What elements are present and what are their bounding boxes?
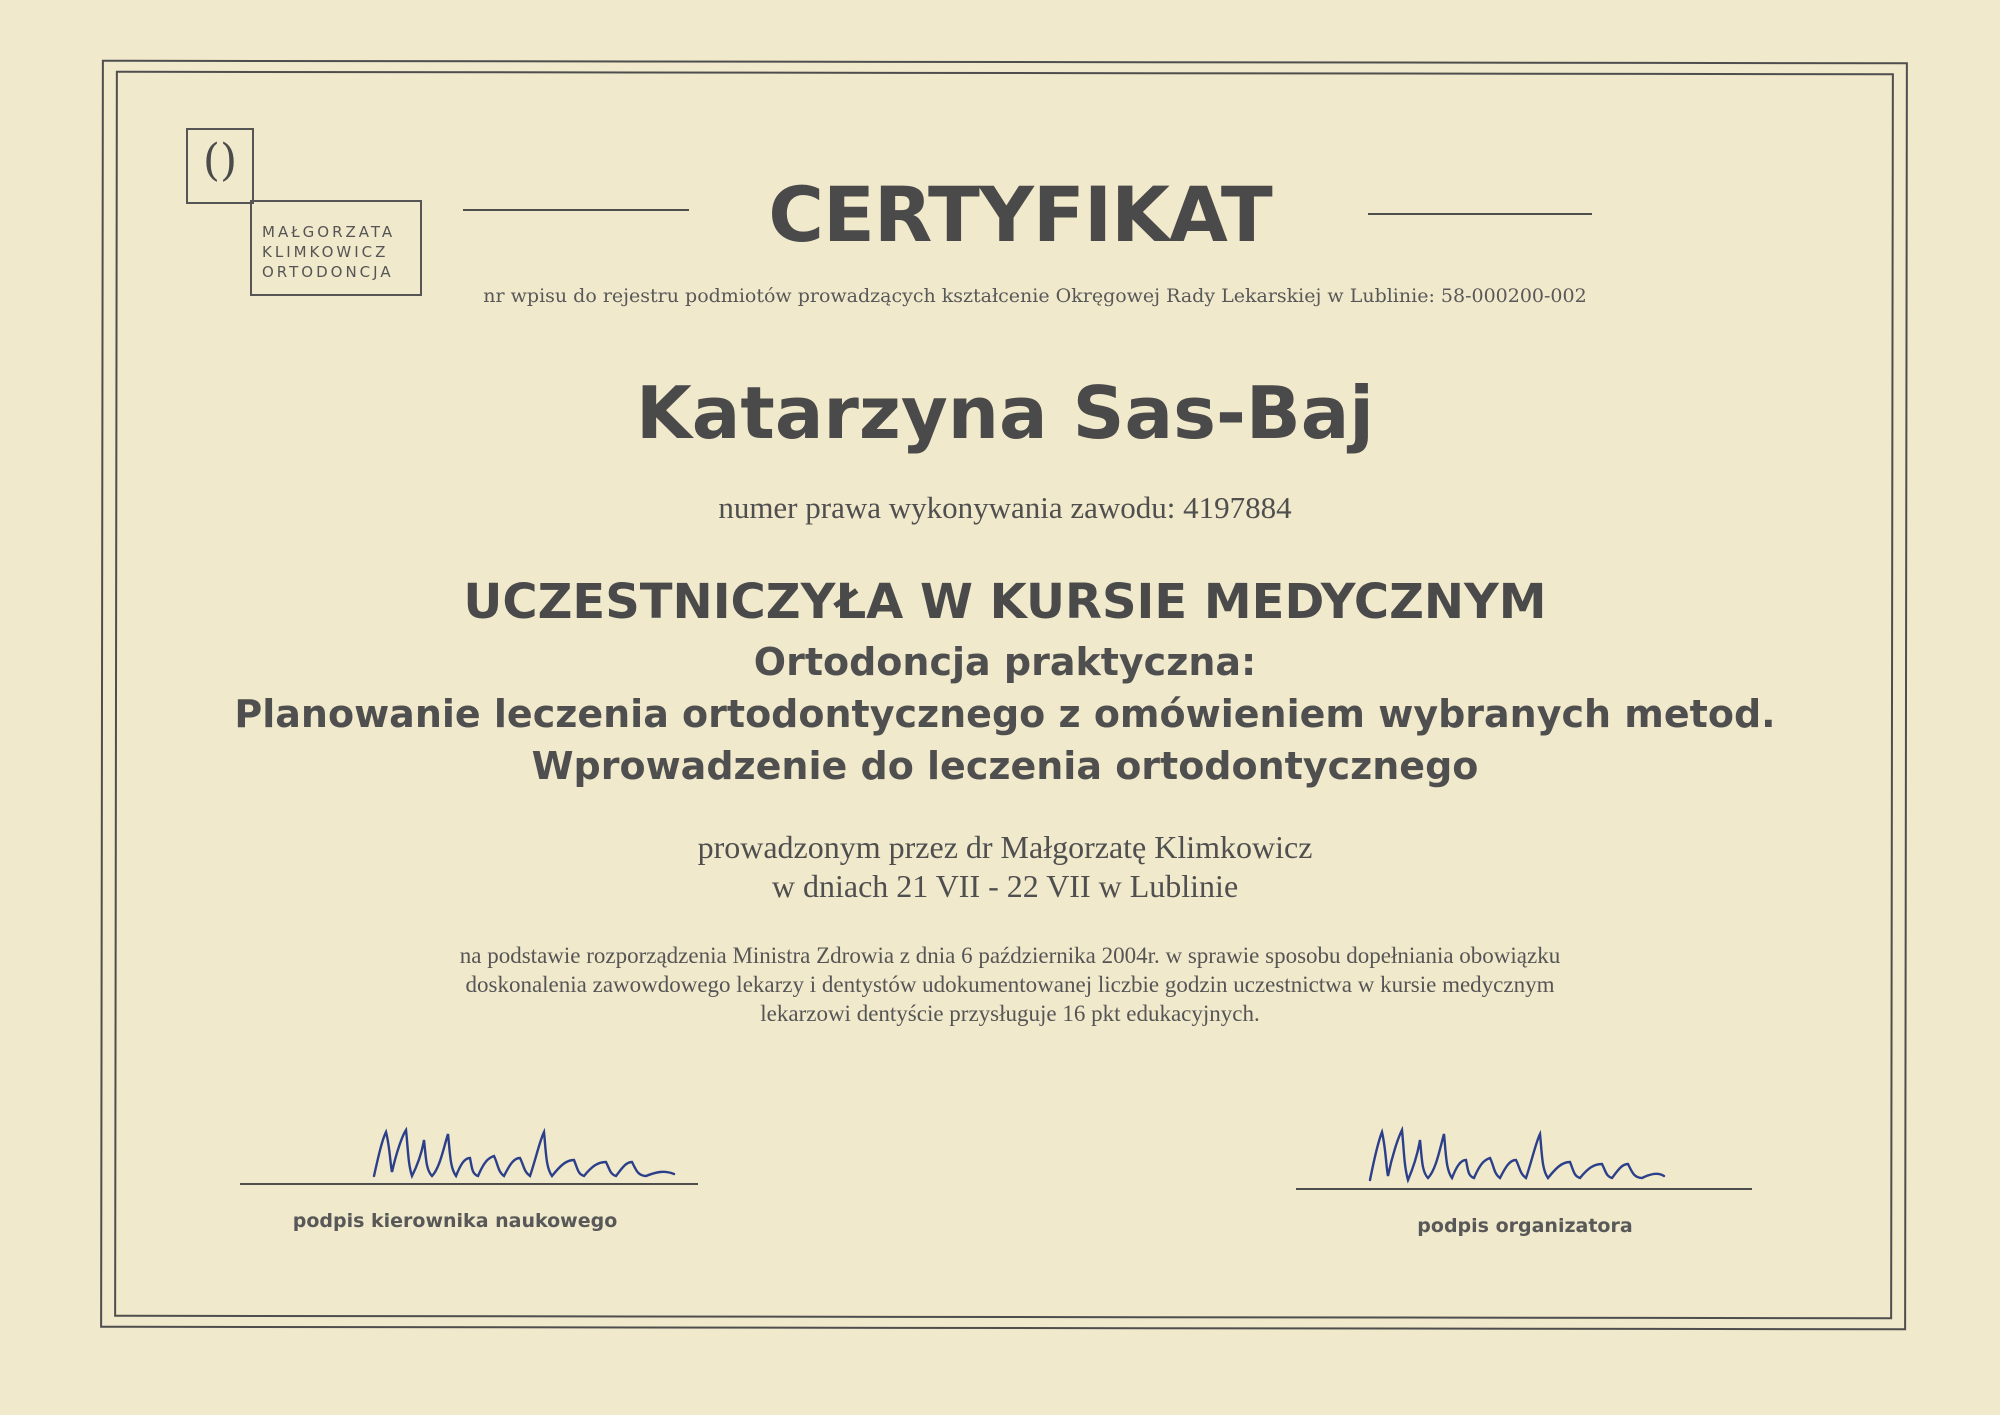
course-line-3: Wprowadzenie do leczenia ortodontycznego bbox=[531, 744, 1479, 788]
signature-line-left bbox=[240, 1183, 698, 1185]
logo-line-1: MAŁGORZATA bbox=[262, 223, 396, 241]
signature-line-right bbox=[1296, 1188, 1752, 1190]
logo-line-3: ORTODONCJA bbox=[262, 263, 394, 281]
signature-label-left: podpis kierownika naukowego bbox=[292, 1210, 618, 1232]
course-line-1: Ortodoncja praktyczna: bbox=[753, 640, 1257, 684]
signature-left bbox=[360, 1118, 680, 1190]
recipient-name: Katarzyna Sas-Baj bbox=[636, 371, 1374, 455]
legal-line-1: na podstawie rozporządzenia Ministra Zdrowia z dnia 6 października 2004r. w sprawie sposobu dopełniania obowiązku bbox=[459, 943, 1561, 968]
logo-mark: () bbox=[202, 135, 238, 186]
logo-text bbox=[262, 222, 412, 282]
title-left-rule bbox=[463, 209, 689, 211]
license-number: numer prawa wykonywania zawodu: 4197884 bbox=[718, 490, 1292, 525]
legal-line-2: doskonalenia zawowdowego lekarzy i dentystów udokumentowanej liczbie godzin uczestnictwa w kursie medycznym bbox=[465, 972, 1555, 997]
certificate-title: CERTYFIKAT bbox=[768, 170, 1272, 259]
course-heading: UCZESTNICZYŁA W KURSIE MEDYCZNYM bbox=[463, 574, 1547, 630]
signature-label-right: podpis organizatora bbox=[1417, 1215, 1633, 1237]
title-right-rule bbox=[1368, 213, 1592, 215]
course-dates: w dniach 21 VII - 22 VII w Lublinie bbox=[771, 868, 1239, 904]
conducted-by: prowadzonym przez dr Małgorzatę Klimkowicz bbox=[697, 829, 1313, 865]
logo-line-2: KLIMKOWICZ bbox=[262, 243, 389, 261]
signature-right bbox=[1360, 1118, 1670, 1190]
course-line-2: Planowanie leczenia ortodontycznego z omówieniem wybranych metod. bbox=[234, 692, 1776, 736]
registry-note: nr wpisu do rejestru podmiotów prowadzących kształcenie Okręgowej Rady Lekarskiej w Lublinie: 58-000200-002 bbox=[483, 285, 1587, 307]
legal-line-3: lekarzowi dentyście przysługuje 16 pkt edukacyjnych. bbox=[760, 1001, 1260, 1026]
